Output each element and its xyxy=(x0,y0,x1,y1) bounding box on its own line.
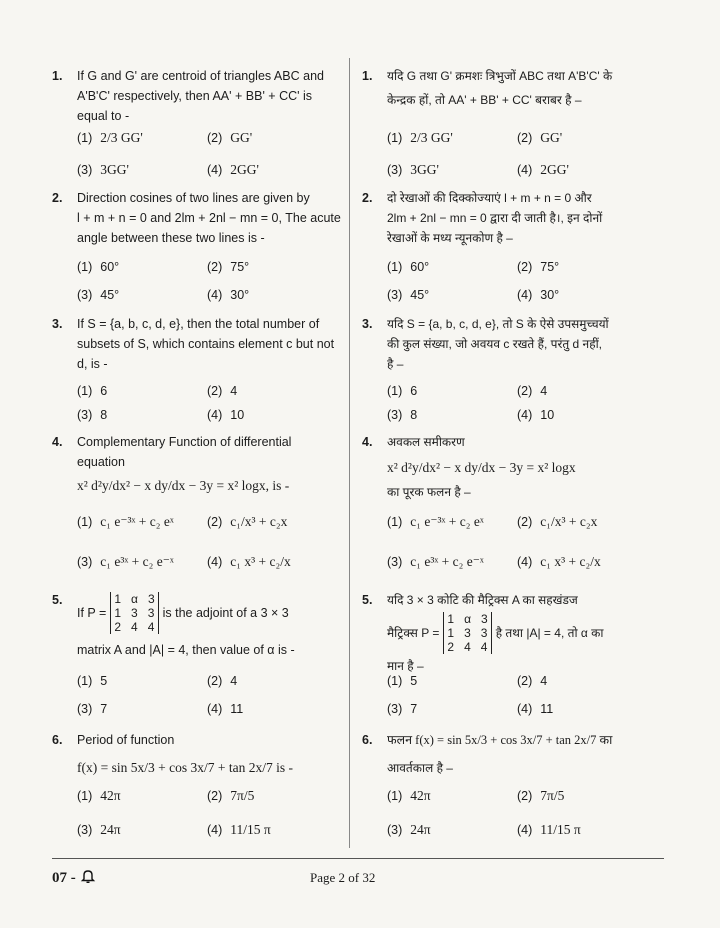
question-line: अवकल समीकरण xyxy=(387,435,465,449)
bell-icon xyxy=(80,868,96,884)
question-number: 1. xyxy=(362,69,373,83)
question-line: A'B'C' respectively, then AA' + BB' + CC' is xyxy=(77,89,313,103)
option-2: (2) 75° xyxy=(517,260,560,274)
option-2: (2) GG' xyxy=(207,130,253,145)
paper-code: 07 - xyxy=(52,868,96,887)
option-4: (4) 11 xyxy=(207,702,244,716)
question-line: की कुल संख्या, जो अवयव c रखते हैं, परंतु d नहीं, xyxy=(387,337,603,351)
option-2: (2) 7π/5 xyxy=(517,788,565,803)
question-text xyxy=(77,590,349,660)
question-equation: x² d²y/dx² − x dy/dx − 3y = x² logx, is - xyxy=(77,478,290,493)
question-line: रेखाओं के मध्य न्यूनकोण है – xyxy=(387,231,513,245)
option-4: (4) 2GG' xyxy=(207,162,259,177)
question-number: 2. xyxy=(362,191,373,205)
option-4: (4) 2GG' xyxy=(517,162,569,177)
matrix-p: 1 α 3 1 3 3 2 4 4 xyxy=(110,592,158,634)
question-line: If S = {a, b, c, d, e}, then the total number of xyxy=(77,317,320,331)
option-4: (4) 30° xyxy=(517,288,560,302)
option-4: (4) c₁ x³ + c₂/x xyxy=(517,554,601,569)
option-1: (1) 2/3 GG' xyxy=(77,130,143,145)
question-line: है तथा |A| = 4, तो α का xyxy=(495,626,604,640)
question-line: equation xyxy=(77,455,125,469)
question-text xyxy=(387,188,659,248)
question-text xyxy=(387,314,659,374)
question-line: Period of function xyxy=(77,733,175,747)
option-2: (2) 4 xyxy=(517,674,548,688)
option-2: (2) 7π/5 xyxy=(207,788,255,803)
option-4: (4) c₁ x³ + c₂/x xyxy=(207,554,291,569)
option-1: (1) c₁ e⁻³ˣ + c₂ eˣ xyxy=(77,514,174,529)
option-1: (1) 42π xyxy=(387,788,431,803)
question-text xyxy=(387,590,659,676)
matrix-p: 1 α 3 1 3 3 2 4 4 xyxy=(443,612,491,654)
footer-divider xyxy=(52,858,664,859)
question-text xyxy=(77,66,349,126)
option-2: (2) 75° xyxy=(207,260,250,274)
question-line: Direction cosines of two lines are given by xyxy=(77,191,310,205)
question-text xyxy=(77,432,349,496)
question-text xyxy=(387,432,659,502)
question-line: subsets of S, which contains element c but not xyxy=(77,337,335,351)
question-line: यदि S = {a, b, c, d, e}, तो S के ऐसे उपसमुच्चयों xyxy=(387,317,609,331)
question-line: Complementary Function of differential xyxy=(77,435,292,449)
option-1: (1) 2/3 GG' xyxy=(387,130,453,145)
question-line: l + m + n = 0 and 2lm + 2nl − mn = 0, The acute xyxy=(77,211,341,225)
option-4: (4) 11/15 π xyxy=(207,822,271,837)
option-4: (4) 11 xyxy=(517,702,554,716)
option-3: (3) c₁ e³ˣ + c₂ e⁻ˣ xyxy=(387,554,484,569)
question-text xyxy=(77,730,349,778)
question-line: का पूरक फलन है – xyxy=(387,485,471,499)
option-1: (1) 42π xyxy=(77,788,121,803)
option-1: (1) 5 xyxy=(387,674,418,688)
question-text xyxy=(387,730,659,778)
option-3: (3) 3GG' xyxy=(77,162,129,177)
question-line: केन्द्रक हों, तो AA' + BB' + CC' बराबर है – xyxy=(387,93,582,107)
question-number: 6. xyxy=(362,733,373,747)
option-2: (2) c₁/x³ + c₂x xyxy=(207,514,288,529)
option-3: (3) 8 xyxy=(77,408,108,422)
option-3: (3) 8 xyxy=(387,408,418,422)
question-line: मान है – xyxy=(387,659,424,673)
option-2: (2) GG' xyxy=(517,130,563,145)
option-4: (4) 30° xyxy=(207,288,250,302)
question-number: 3. xyxy=(362,317,373,331)
option-1: (1) c₁ e⁻³ˣ + c₂ eˣ xyxy=(387,514,484,529)
question-number: 2. xyxy=(52,191,63,205)
question-line: यदि 3 × 3 कोटि की मैट्रिक्स A का सहखंडज xyxy=(387,593,578,607)
question-number: 5. xyxy=(362,593,373,607)
option-3: (3) c₁ e³ˣ + c₂ e⁻ˣ xyxy=(77,554,174,569)
option-4: (4) 10 xyxy=(517,408,555,422)
option-3: (3) 24π xyxy=(387,822,431,837)
option-3: (3) 3GG' xyxy=(387,162,439,177)
option-3: (3) 24π xyxy=(77,822,121,837)
option-4: (4) 11/15 π xyxy=(517,822,581,837)
page-number: Page 2 of 32 xyxy=(310,870,376,885)
option-1: (1) 60° xyxy=(387,260,430,274)
question-line: is the adjoint of a 3 × 3 xyxy=(162,606,289,620)
option-1: (1) 5 xyxy=(77,674,108,688)
option-2: (2) c₁/x³ + c₂x xyxy=(517,514,598,529)
question-number: 4. xyxy=(52,435,63,449)
question-line: मैट्रिक्स P = xyxy=(387,626,440,640)
option-3: (3) 45° xyxy=(387,288,430,302)
question-equation: f(x) = sin 5x/3 + cos 3x/7 + tan 2x/7 is - xyxy=(77,760,293,775)
column-divider xyxy=(349,58,350,848)
question-line: d, is - xyxy=(77,357,108,371)
option-3: (3) 45° xyxy=(77,288,120,302)
question-number: 6. xyxy=(52,733,63,747)
question-line: If P = xyxy=(77,606,107,620)
question-line: आवर्तकाल है – xyxy=(387,761,453,775)
option-4: (4) 10 xyxy=(207,408,245,422)
question-line: 2lm + 2nl − mn = 0 द्वारा दी जाती है।, इन दोनों xyxy=(387,211,603,225)
question-line: angle between these two lines is - xyxy=(77,231,265,245)
question-line: equal to - xyxy=(77,109,130,123)
question-equation: x² d²y/dx² − x dy/dx − 3y = x² logx xyxy=(387,460,576,475)
question-number: 4. xyxy=(362,435,373,449)
question-text xyxy=(77,188,349,248)
question-number: 1. xyxy=(52,69,63,83)
question-number: 3. xyxy=(52,317,63,331)
option-3: (3) 7 xyxy=(387,702,418,716)
question-text xyxy=(387,66,659,110)
question-line: है – xyxy=(387,357,404,371)
question-equation: फलन f(x) = sin 5x/3 + cos 3x/7 + tan 2x/7 का xyxy=(387,733,613,747)
question-line: If G and G' are centroid of triangles ABC and xyxy=(77,69,324,83)
option-1: (1) 6 xyxy=(387,384,418,398)
option-1: (1) 60° xyxy=(77,260,120,274)
question-line: यदि G तथा G' क्रमशः त्रिभुजों ABC तथा A'B'C' के xyxy=(387,69,613,83)
option-3: (3) 7 xyxy=(77,702,108,716)
question-text xyxy=(77,314,349,374)
option-2: (2) 4 xyxy=(517,384,548,398)
option-2: (2) 4 xyxy=(207,384,238,398)
option-2: (2) 4 xyxy=(207,674,238,688)
option-1: (1) 6 xyxy=(77,384,108,398)
question-number: 5. xyxy=(52,593,63,607)
question-line: matrix A and |A| = 4, then value of α is - xyxy=(77,643,295,657)
question-line: दो रेखाओं की दिक्कोज्याएं l + m + n = 0 और xyxy=(387,191,592,205)
